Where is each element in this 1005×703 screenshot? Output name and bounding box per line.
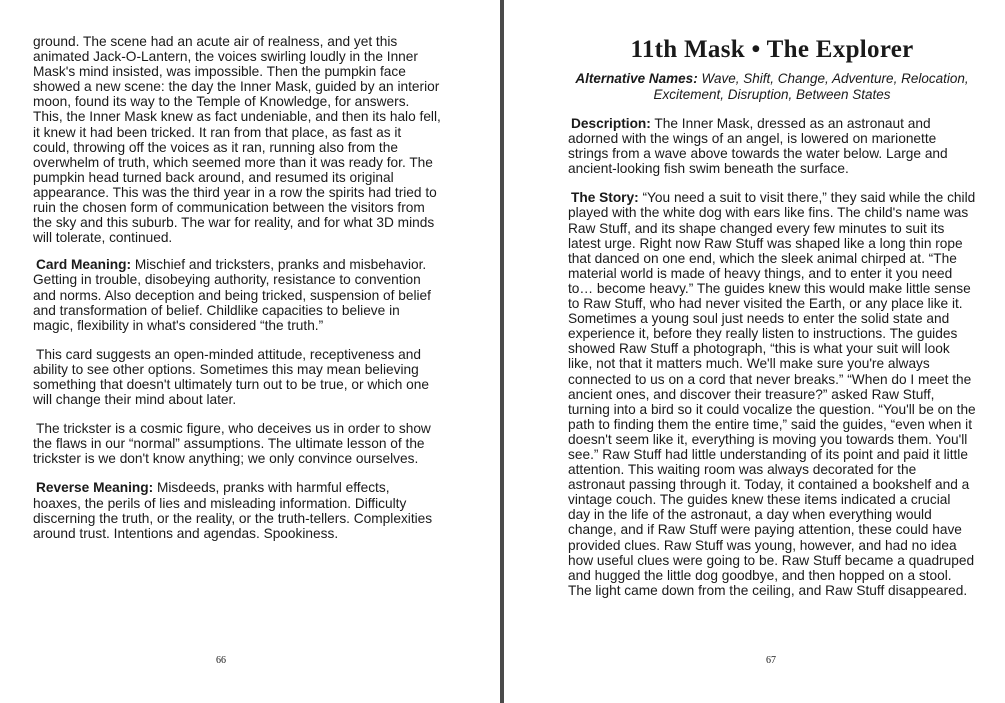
page-number-right: 67	[766, 655, 776, 666]
alternative-names	[568, 71, 976, 102]
right-page	[504, 0, 1005, 703]
card-meaning-text: Mischief and tricksters, pranks and misbehavior. Getting in trouble, disobeying authority, resistance to convention and norms. Also deception and being tricked, suspension of belief and transformation of belief. Childlike capacities to believe in magic, flexibility in what's considered “the truth.”	[33, 257, 431, 333]
card-meaning-paragraph	[33, 257, 441, 332]
left-text-column	[33, 34, 441, 555]
story-paragraph	[568, 190, 976, 598]
alternative-names-label: Alternative Names:	[575, 71, 698, 86]
page-number-left: 66	[216, 655, 226, 666]
trickster-paragraph: The trickster is a cosmic figure, who deceives us in order to show the flaws in our “normal” assumptions. The ultimate lesson of the trickster is we don't know anything; we only convince ourselves.	[33, 421, 431, 467]
description-text: The Inner Mask, dressed as an astronaut and adorned with the wings of an angel, is lowered on marionette strings from a wave above towards the water below. Large and ancient-looking fish swim beneath the surface.	[568, 116, 948, 177]
reverse-meaning-paragraph	[33, 480, 441, 540]
card-meaning-label: Card Meaning:	[36, 257, 132, 273]
open-minded-paragraph: This card suggests an open-minded attitude, receptiveness and ability to see other options. Sometimes this may mean believing something that doesn't ultimately turn out to be true, or which one will change their mind about later.	[33, 346, 429, 408]
continuation-paragraph: ground. The scene had an acute air of realness, and yet this animated Jack-O-Lantern, the voices swirling loudly in the Inner Mask's mind insisted, was impossible. Then the pumpkin face showed a new scene: the day the Inner Mask, guided by an interior moon, found its way to the Temple of Knowledge, for answers. This, the Inner Mask knew as fact undeniable, and then its halo fell, it knew it had been tricked. It ran from that place, as fast as it could, throwing off the voices as it ran, running also from the overwhelm of truth, which seemed more than it was ready for. The pumpkin head turned back around, and resumed its original appearance. This was the third year in a row the spirits had tried to ruin the chosen form of communication between the visitors from the sky and this suburb. The war for reality, and for what 3D minds will tolerate, continued.	[33, 34, 441, 246]
card-title: 11th Mask • The Explorer	[630, 36, 914, 63]
description-paragraph	[568, 116, 976, 176]
left-page	[0, 0, 500, 703]
alternative-names-list: Wave, Shift, Change, Adventure, Relocation, Excitement, Disruption, Between States	[653, 71, 969, 102]
reverse-meaning-label: Reverse Meaning:	[36, 480, 154, 496]
story-text: “You need a suit to visit there,” they said while the child played with the white dog with ears like fins. The child's name was Raw Stuff, and its shape changed every few minutes to suit its latest urge. Right now Raw Stuff was shaped like a long thin rope that danced on one end, which the sleek animal chirped at. “The material world is made of heavy things, and to enter it you need to… become heavy.” The guides knew this would make little sense to Raw Stuff, who had never visited the Earth, or any place like it. Sometimes a young soul just needs to enter the solid state and experience it, before they really listen to instructions. The guides showed Raw Stuff a photograph, “this is what your suit will look like, not that it matters much. We'll make sure you're always connected to us on a cord that never breaks.” “When do I meet the ancient ones, and discover their treasure?” asked Raw Stuff, turning into a bird so it could vocalize the question. “You'll be on the path to finding them the entire time,” said the guides, “even when it doesn't seem like it, everything is moving you towards them. You'll see.” Raw Stuff had little understanding of its point and paid it little attention. This waiting room was always decorated for the astronaut passing through it. Today, it contained a bookshelf and a vintage couch. The guides knew these items indicated a crucial day in the life of the astronaut, a day when everything would change, and if Raw Stuff were paying attention, these could have provided clues. Raw Stuff was young, however, and had no idea how useful clues were going to be. Raw Stuff became a quadruped and hugged the little dog goodbye, and then hopped on a stool. The light came down from the ceiling, and Raw Stuff disappeared.	[568, 190, 976, 598]
right-text-column	[568, 34, 976, 612]
story-label: The Story:	[571, 190, 639, 206]
description-label: Description:	[571, 116, 651, 131]
reverse-meaning-text: Misdeeds, pranks with harmful effects, hoaxes, the perils of lies and misleading information. Difficulty discerning the truth, or the reality, or the truth-tellers. Complexities around trust. Intentions and agendas. Spookiness.	[33, 480, 433, 541]
